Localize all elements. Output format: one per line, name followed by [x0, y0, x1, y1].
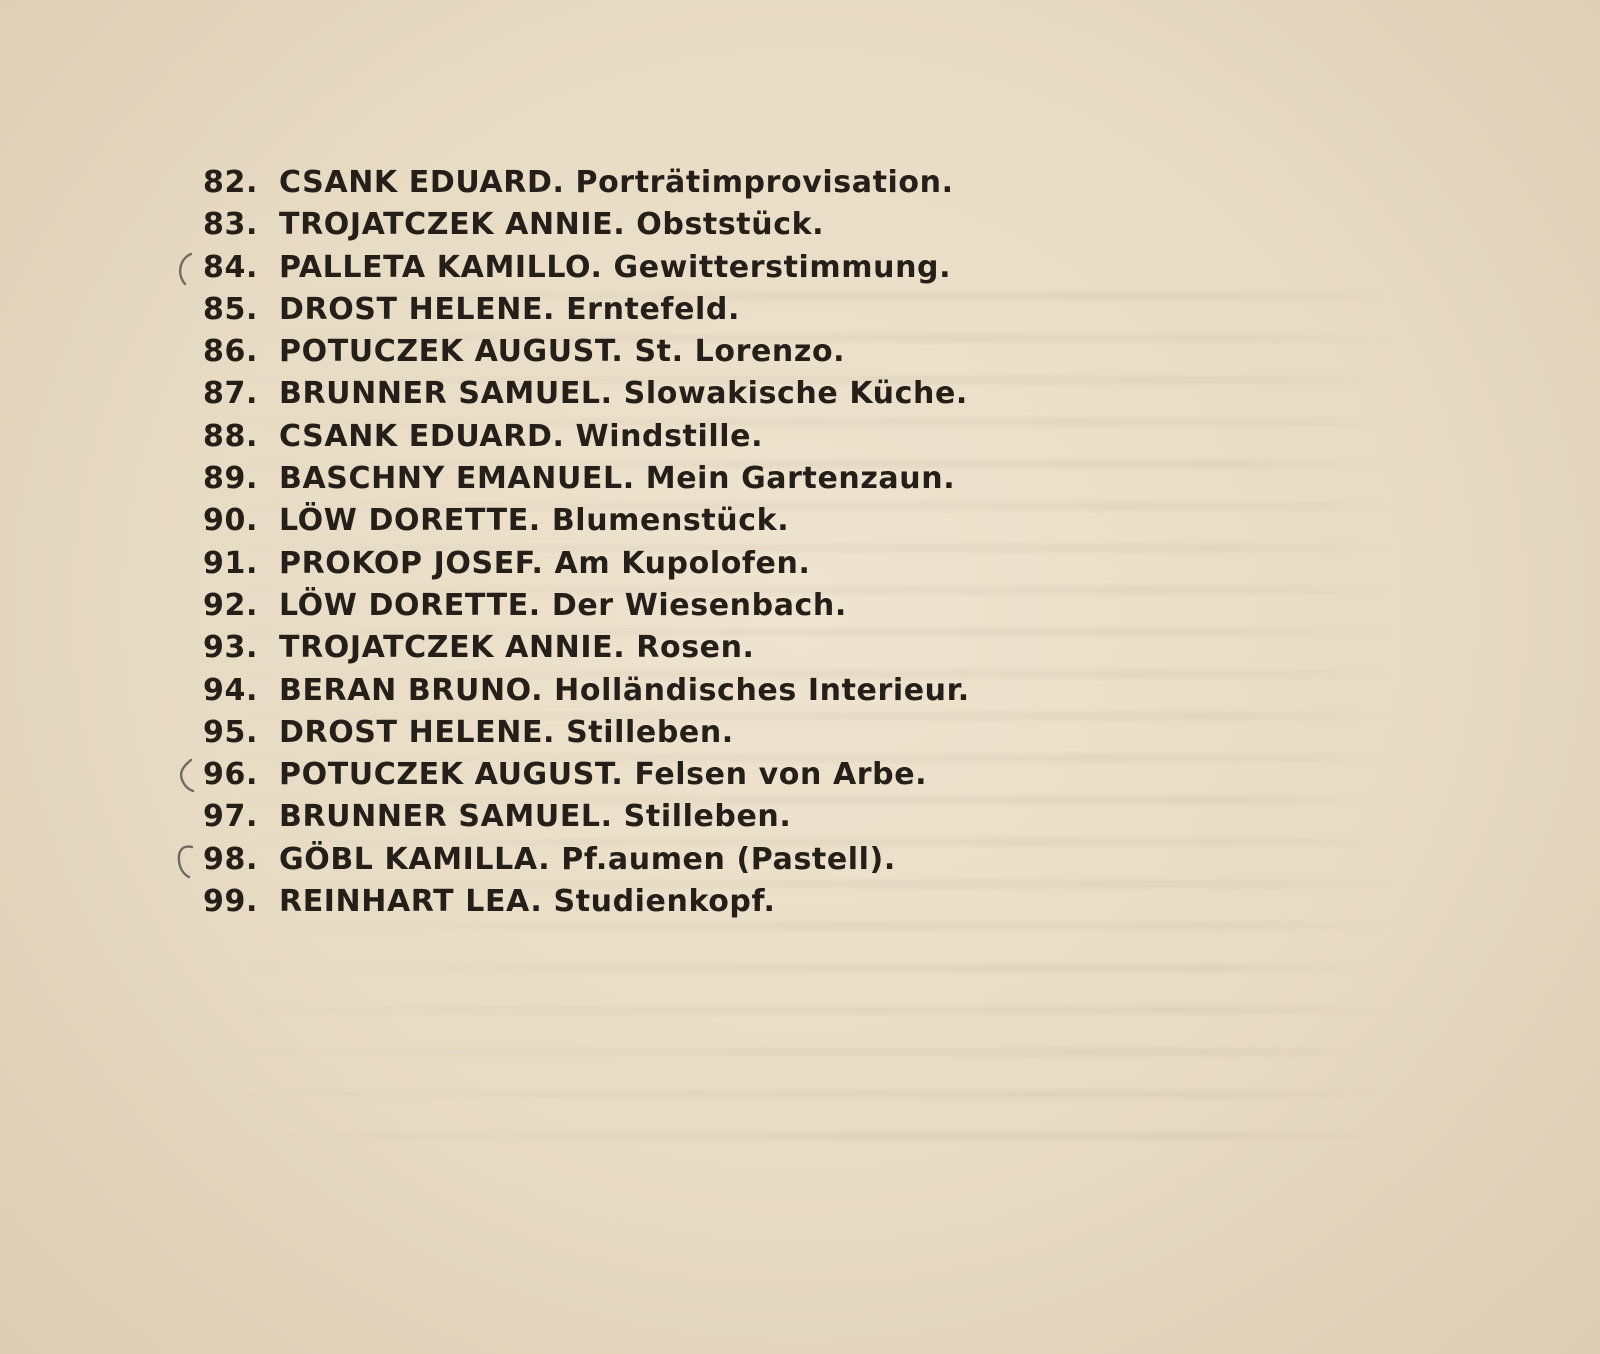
catalog-entry	[203, 289, 970, 331]
entry-artist: PROKOP JOSEF.	[279, 545, 544, 581]
entry-title: Rosen.	[636, 630, 755, 666]
catalog-entry	[203, 247, 970, 289]
entry-number: 89.	[203, 461, 258, 497]
entry-title: Blumenstück.	[551, 503, 790, 539]
entry-title: Windstille.	[575, 418, 764, 454]
catalog-entry	[203, 543, 970, 585]
entry-number: 92.	[203, 587, 258, 623]
entry-artist: POTUCZEK AUGUST.	[279, 757, 624, 793]
entry-title: Slowakische Küche.	[623, 376, 968, 412]
entry-number: 86.	[203, 334, 258, 370]
entry-number: 87.	[203, 376, 258, 412]
catalog-entry	[203, 331, 970, 373]
entry-artist: LÖW DORETTE.	[279, 587, 541, 623]
catalog-entry	[203, 458, 970, 500]
entry-artist: PALLETA KAMILLO.	[279, 249, 603, 285]
entry-title: Mein Gartenzaun.	[645, 461, 956, 497]
pencil-bracket-icon	[173, 843, 195, 879]
catalog-entry	[203, 796, 970, 838]
catalog-entry	[203, 754, 970, 796]
entry-artist: DROST HELENE.	[279, 291, 556, 327]
entry-number: 99.	[203, 884, 258, 920]
entry-number: 94.	[203, 672, 258, 708]
entry-artist: DROST HELENE.	[279, 714, 556, 750]
entry-title: Felsen von Arbe.	[634, 757, 928, 793]
entry-title: Studienkopf.	[553, 884, 776, 920]
catalog-entry	[203, 839, 970, 881]
entry-title: Gewitterstimmung.	[613, 249, 952, 285]
catalog-entry	[203, 585, 970, 627]
entry-title: Porträtimprovisation.	[575, 165, 954, 200]
entry-title: Der Wiesenbach.	[551, 587, 847, 623]
entry-artist: CSANK EDUARD.	[279, 165, 565, 200]
entry-artist: BRUNNER SAMUEL.	[279, 376, 613, 412]
pencil-bracket-icon	[173, 251, 195, 287]
entry-title: St. Lorenzo.	[634, 334, 846, 370]
catalog-entry	[203, 204, 970, 246]
entry-artist: BRUNNER SAMUEL.	[279, 799, 613, 835]
catalog-entry	[203, 627, 970, 669]
entry-number: 82.	[203, 165, 258, 200]
entry-number: 88.	[203, 418, 258, 454]
entry-artist: TROJATCZEK ANNIE.	[279, 207, 626, 243]
entry-title: Pf.aumen (Pastell).	[561, 841, 896, 877]
catalog-entry	[203, 712, 970, 754]
entry-number: 91.	[203, 545, 258, 581]
entry-title: Stilleben.	[566, 714, 734, 750]
entry-number: 85.	[203, 291, 258, 327]
entry-number: 93.	[203, 630, 258, 666]
entry-number: 90.	[203, 503, 258, 539]
entry-artist: BASCHNY EMANUEL.	[279, 461, 635, 497]
entry-number: 97.	[203, 799, 258, 835]
catalog-entry	[203, 881, 970, 923]
entry-artist: LÖW DORETTE.	[279, 503, 541, 539]
catalog-entry	[203, 416, 970, 458]
entry-title: Am Kupolofen.	[554, 545, 811, 581]
catalog-entry	[203, 373, 970, 415]
pencil-bracket-icon	[173, 758, 195, 794]
catalog-entry	[203, 500, 970, 542]
entry-number: 83.	[203, 207, 258, 243]
entry-artist: TROJATCZEK ANNIE.	[279, 630, 626, 666]
entry-number: 96.	[203, 757, 258, 793]
catalog-list	[203, 162, 970, 923]
catalog-entry	[203, 162, 970, 204]
entry-artist: POTUCZEK AUGUST.	[279, 334, 624, 370]
entry-title: Obststück.	[636, 207, 825, 243]
entry-artist: BERAN BRUNO.	[279, 672, 544, 708]
entry-number: 84.	[203, 249, 258, 285]
entry-title: Stilleben.	[623, 799, 792, 835]
entry-number: 95.	[203, 714, 258, 750]
entry-artist: CSANK EDUARD.	[279, 418, 565, 454]
entry-artist: REINHART LEA.	[279, 884, 543, 920]
entry-artist: GÖBL KAMILLA.	[279, 841, 551, 877]
entry-number: 98.	[203, 841, 258, 877]
entry-title: Holländisches Interieur.	[554, 672, 970, 708]
entry-title: Erntefeld.	[566, 291, 740, 327]
catalog-entry	[203, 670, 970, 712]
